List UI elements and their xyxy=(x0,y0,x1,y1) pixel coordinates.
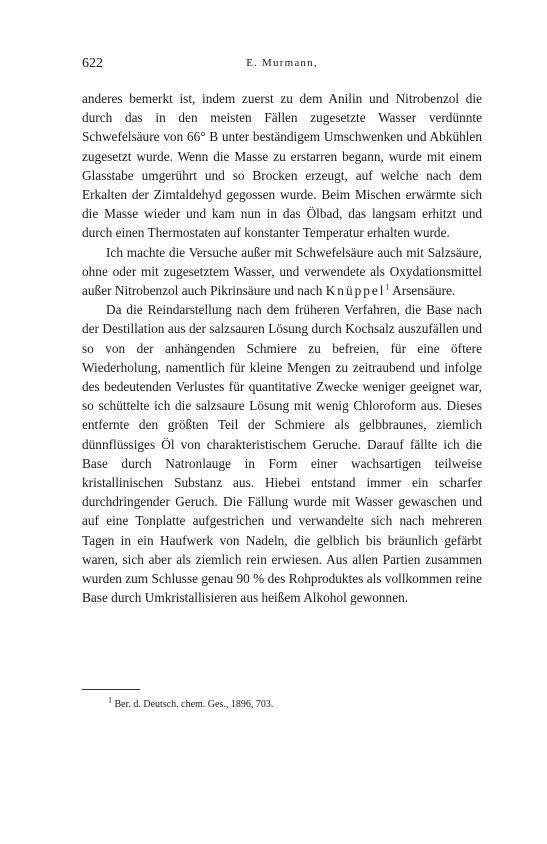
footnote xyxy=(108,695,478,711)
running-head: E. Murmann, xyxy=(246,57,318,69)
paragraph-3: Da die Reindarstellung nach dem früheren Verfahren, die Base nach der Destillation aus der salzsauren Lösung durch Kochsalz auszufällen und so von der anhängenden Schmiere zu befreien, für eine öftere Wiederholung, namentlich für kleine Mengen zu zeitraubend und infolge des bedeutenden Verlustes für quantitative Zwecke weniger geeignet war, so schüttelte ich die salzsaure Lösung mit wenig Chloroform aus. Dieses entfernte den größten Teil der Schmiere als gelbbraunes, ziemlich dünnflüssiges Öl von charakteristischem Geruche. Darauf fällte ich die Base durch Natronlauge in Form einer wachsartigen teilweise kristallinischen Substanz aus. Hiebei entstand immer ein scharfer durchdringender Geruch. Die Fällung wurde mit Wasser gewaschen und auf eine Tonplatte aufgestrichen und verwandelte sich nach mehreren Tagen in ein Haufwerk von Nadeln, die gelblich bis bräunlich gefärbt waren, sich aber als ziemlich rein erwiesen. Aus allen Partien zusammen wurden zum Schlusse genau 90 % des Rohproduktes als vollkommen reine Base durch Umkristallisieren aus heißem Alkohol gewonnen. xyxy=(82,302,482,606)
paragraph-2-tail: Arsensäure. xyxy=(389,283,456,299)
page-header xyxy=(82,56,482,74)
footnote-rule xyxy=(82,689,140,690)
footnote-mark: 1 xyxy=(108,695,112,705)
paragraph-2 xyxy=(82,243,482,301)
page-number: 622 xyxy=(82,56,103,71)
body-text xyxy=(82,89,482,607)
footnote-text: Ber. d. Deutsch. chem. Ges., 1896, 703. xyxy=(112,699,274,710)
paragraph-2-text: Ich machte die Versuche außer mit Schwefelsäure auch mit Salzsäure, ohne oder mit zugesetztem Wasser, und verwendete als Oxydationsmittel außer Nitrobenzol auch Pikrinsäure und nach xyxy=(82,244,482,299)
paragraph-1: anderes bemerkt ist, indem zuerst zu dem Anilin und Nitrobenzol die durch das in den meisten Fällen zugesetzte Wasser verdünnte Schwefelsäure von 66° B unter beständigem Umschwenken und Abkühlen zugesetzt wurde. Wenn die Masse zu erstarren begann, wurde mit einem Glasstabe umgerührt und so Brocken erzeugt, auf welche nach dem Erkalten der Zimtaldehyd gegossen wurde. Beim Mischen erwärmte sich die Masse wieder und kam nun in das Ölbad, das langsam erhitzt und durch einen Thermostaten auf konstanter Temperatur erhalten wurde. xyxy=(82,91,482,241)
cited-author: Knüppel xyxy=(325,283,386,299)
footnote-ref: 1 xyxy=(385,282,390,292)
